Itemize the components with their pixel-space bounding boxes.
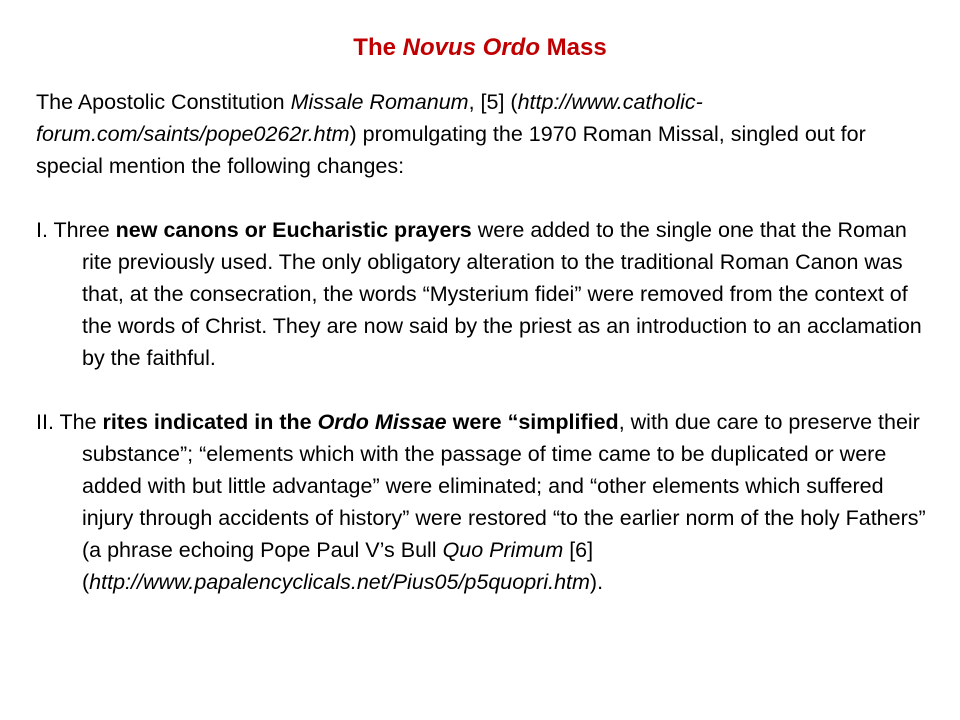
slide-title [0,32,960,64]
title-suffix: Mass [539,34,607,61]
title-italic: Novus Ordo [402,34,540,61]
intro-missale-romanum: Missale Romanum [290,90,469,114]
intro-url: http://www.catholic-forum.com/saints/pope0262r.htm [36,90,703,146]
slide-body [36,86,926,598]
intro-text-1: The Apostolic Constitution [36,90,291,114]
intro-paragraph [36,86,926,182]
title-prefix: The [353,34,403,61]
spacer [36,374,926,406]
item1-text-1: I. Three [36,218,116,242]
item2-ordo-missae: Ordo Missae [317,410,447,434]
item2-text-5: , with due care to preserve their substance”; “elements which with the passage of time came to be duplicated or were added with but little advantage” were eliminated; and “other elements which suffered injury through accidents of history” were restored “to the earlier norm of the holy Fathers” (a phrase echoing Pope Paul V’s Bull [82,410,926,562]
item1-text-3: were added to the single one that the Roman rite previously used. The only obligatory alteration to the traditional Roman Canon was that, at the consecration, the words “Mysterium fidei” were removed from the context of the words of Christ. They are now said by the priest as an introduction to an acclamation by the faithful. [82,218,922,370]
item2-quo-primum: Quo Primum [442,538,564,562]
item2-text-9: ). [589,570,604,594]
item2-text-1: II. The [36,410,103,434]
item2-url: http://www.papalencyclicals.net/Pius05/p5quopri.htm [89,570,590,594]
item2-bold-1: rites indicated in the [102,410,318,434]
item1-bold: new canons or Eucharistic prayers [115,218,472,242]
list-item-1 [36,214,926,374]
intro-text-3: , [5] ( [468,90,518,114]
spacer [36,182,926,214]
item2-text-7: [6] ( [82,538,594,594]
item2-bold-2: were “simplified [446,410,619,434]
list-item-2 [36,406,926,598]
intro-text-5: ) promulgating the 1970 Roman Missal, singled out for special mention the following changes: [36,122,866,178]
